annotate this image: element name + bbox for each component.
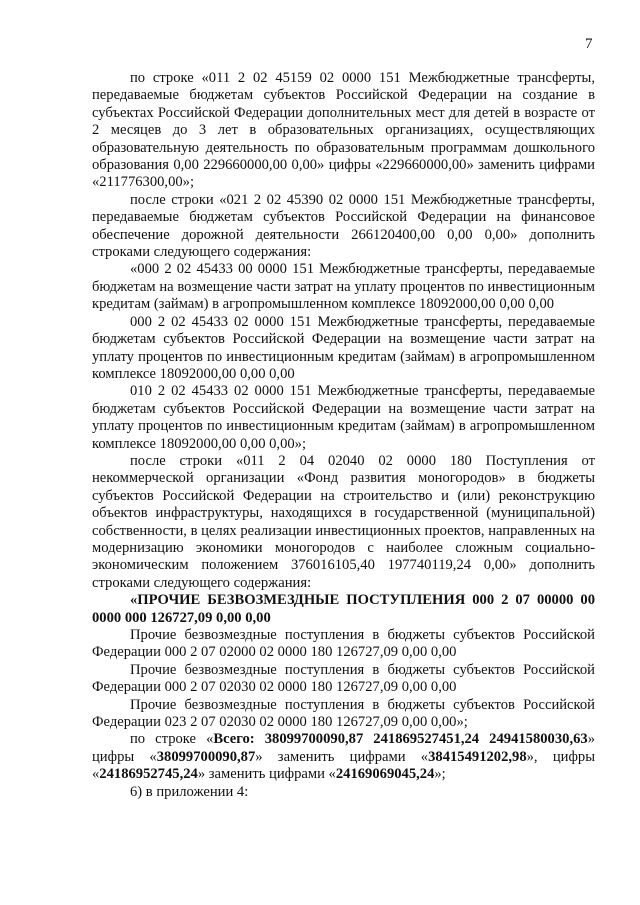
paragraph [92, 784, 595, 801]
text-segment: по строке « [130, 731, 214, 748]
text-segment: Прочие безвозмездные поступления в бюджеты субъектов Российской Федерации 023 2 07 02030 02 0000 180 126727,09 0,00 0,00»; [92, 696, 595, 731]
paragraph [92, 192, 595, 262]
paragraph [92, 261, 595, 313]
text-segment: по строке «011 2 02 45159 02 0000 151 Межбюджетные трансферты, передаваемые бюджетам субъектов Российской Федерации на создание в субъектах Российской Федерации дополнительных мест для детей в возрасте от 2 месяцев до 3 лет в образовательных организациях, осуществляющих образовательную деятельность по образовательным программам дошкольного образования 0,00 229660000,00 0,00» цифры «229660000,00» заменить цифрами «211776300,00»; [92, 70, 595, 191]
text-segment: Прочие безвозмездные поступления в бюджеты субъектов Российской Федерации 000 2 07 02000 02 0000 180 126727,09 0,00 0,00 [92, 627, 595, 661]
bold-text: «ПРОЧИЕ БЕЗВОЗМЕЗДНЫЕ ПОСТУПЛЕНИЯ 000 2 07 00000 00 0000 000 126727,09 0,00 0,00 [92, 592, 595, 626]
bold-text: 24186952745,24 [99, 766, 198, 783]
text-segment: Прочие безвозмездные поступления в бюджеты субъектов Российской Федерации 000 2 07 02030 02 0000 180 126727,09 0,00 0,00 [92, 661, 595, 696]
paragraph [92, 627, 595, 662]
text-segment: 6) в приложении 4: [130, 783, 249, 800]
bold-text: 24169069045,24 [335, 766, 435, 783]
text-segment: »; [434, 766, 446, 783]
paragraph [92, 453, 595, 592]
paragraph [92, 70, 595, 192]
paragraph [92, 592, 595, 627]
bold-text: 38099700090,87 [156, 748, 256, 765]
text-segment: » цифры « [92, 731, 595, 765]
paragraph [92, 314, 595, 384]
text-segment: «000 2 02 45433 00 0000 151 Межбюджетные трансферты, передаваемые бюджетам на возмещение части затрат на уплату процентов по инвестиционным кредитам (займам) в агропромышленном комплексе 18092000,00 0,00 0,00 [92, 261, 595, 313]
text-segment: после строки «011 2 04 02040 02 0000 180 Поступления от некоммерческой организации «Фонд развития моногородов» в бюджеты субъектов Российской Федерации на строительство и (или) реконструкцию объектов инфраструктуры, находящихся в государственной (муниципальной) собственности, в целях реализации инвестиционных проектов, направленных на модернизацию экономики моногородов с наиболее сложным социально-экономическим положением 376016105,40 197740119,24 0,00» дополнить строками следующего содержания: [92, 452, 595, 591]
bold-text: Всего: 38099700090,87 241869527451,24 24941580030,63 [213, 731, 588, 748]
text-segment: », цифры « [92, 748, 595, 783]
paragraph [92, 731, 595, 783]
text-segment: 000 2 02 45433 02 0000 151 Межбюджетные трансферты, передаваемые бюджетам субъектов Российской Федерации на возмещение части затрат на уплату процентов по инвестиционным кредитам (займам) в агропромышленном комплексе 18092000,00 0,00 0,00 [92, 313, 595, 382]
paragraph [92, 697, 595, 732]
bold-text: 38415491202,98 [428, 748, 527, 765]
text-segment: » заменить цифрами « [255, 748, 429, 765]
text-segment: 010 2 02 45433 02 0000 151 Межбюджетные трансферты, передаваемые бюджетам субъектов Российской Федерации на возмещение части затрат на уплату процентов по инвестиционным кредитам (займам) в агропромышленном комплексе 18092000,00 0,00 0,00»; [92, 383, 595, 452]
text-segment: » заменить цифрами « [197, 766, 336, 783]
paragraph [92, 662, 595, 697]
text-segment: после строки «021 2 02 45390 02 0000 151 Межбюджетные трансферты, передаваемые бюджетам субъектов Российской Федерации на финансовое обеспечение дорожной деятельности 266120400,00 0,00 0,00» дополнить строками следующего содержания: [92, 191, 595, 261]
paragraph [92, 383, 595, 453]
document-body [92, 70, 595, 801]
page-number: 7 [585, 36, 593, 52]
